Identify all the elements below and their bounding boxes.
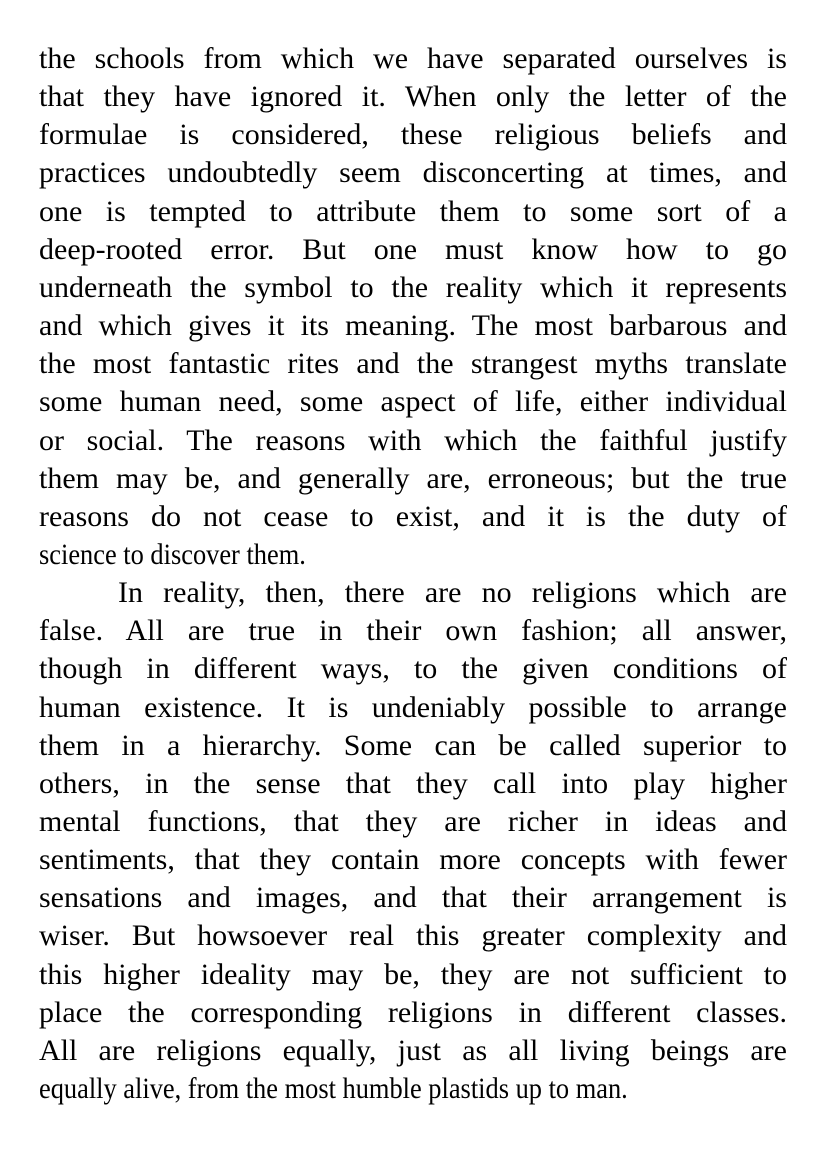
text-line: that they have ignored it. When only the letter of the	[39, 80, 787, 114]
text-line: this higher ideality may be, they are not sufficient to	[39, 957, 787, 991]
text-line: though in different ways, to the given conditions of	[39, 652, 787, 686]
text-line: wiser. But howsoever real this greater complexity and	[39, 919, 787, 953]
text-line: false. All are true in their own fashion; all answer,	[39, 614, 787, 648]
text-line: sentiments, that they contain more concepts with fewer	[39, 843, 787, 877]
text-line: or social. The reasons with which the faithful justify	[39, 423, 787, 457]
text-line: others, in the sense that they call into play higher	[39, 766, 787, 800]
text-line: place the corresponding religions in different classes.	[39, 995, 787, 1029]
text-line: human existence. It is undeniably possible to arrange	[39, 690, 787, 724]
text-line: some human need, some aspect of life, either individual	[39, 385, 787, 419]
text-line: one is tempted to attribute them to some sort of a	[39, 194, 787, 228]
text-line: science to discover them.	[39, 537, 306, 571]
text-line: mental functions, that they are richer in ideas and	[39, 805, 787, 838]
text-line: and which gives it its meaning. The most barbarous and	[39, 309, 787, 343]
text-line: them in a hierarchy. Some can be called superior to	[39, 728, 787, 762]
text-line: In reality, then, there are no religions which are	[118, 576, 787, 610]
text-line: All are religions equally, just as all living beings are	[39, 1033, 787, 1067]
text-line: deep-rooted error. But one must know how to go	[39, 232, 787, 266]
text-line: reasons do not cease to exist, and it is the duty of	[39, 499, 787, 533]
text-line: the schools from which we have separated ourselves is	[39, 42, 787, 75]
text-line: sensations and images, and that their arrangement is	[39, 881, 787, 915]
text-line: the most fantastic rites and the strangest myths translate	[39, 347, 787, 381]
text-line: them may be, and generally are, erroneous; but the true	[39, 461, 787, 495]
text-line: underneath the symbol to the reality which it represents	[39, 270, 787, 304]
text-line: formulae is considered, these religious beliefs and	[39, 118, 787, 152]
text-line: equally alive, from the most humble plastids up to man.	[39, 1072, 628, 1106]
text-line: practices undoubtedly seem disconcerting at times, and	[39, 156, 787, 190]
